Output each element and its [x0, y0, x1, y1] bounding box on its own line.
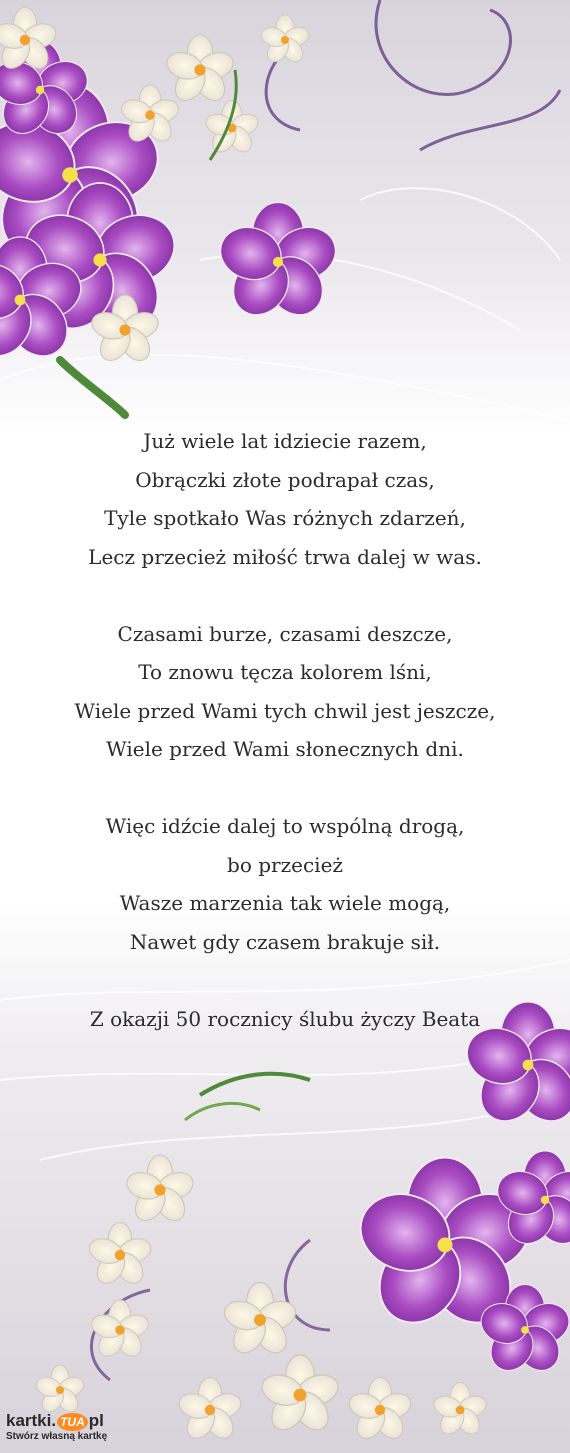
stanza-1: [0, 422, 570, 576]
poem-line: Obrączki złote podrapał czas,: [135, 467, 435, 492]
poem-line: Wasze marzenia tak wiele mogą,: [119, 891, 451, 915]
poem-line: To znowu tęcza kolorem lśni,: [138, 660, 432, 684]
poem-line: bo przecież: [227, 852, 343, 877]
poem-line: Nawet gdy czasem brakuje sił.: [129, 929, 441, 954]
logo-name: kartki.: [6, 1411, 57, 1430]
stanza-3: [0, 807, 570, 961]
signature-stanza: [0, 1000, 570, 1039]
poem-line: Więc idźcie dalej to wspólną drogą,: [105, 814, 465, 838]
poem-line: Już wiele lat idziecie razem,: [143, 429, 427, 453]
poem-line: Lecz przecież miłość trwa dalej w was.: [88, 544, 482, 569]
poem-line: Tyle spotkało Was różnych zdarzeń,: [104, 506, 466, 530]
poem-line: Wiele przed Wami tych chwil jest jeszcze,: [74, 698, 496, 723]
logo-tld: pl: [88, 1411, 104, 1430]
site-logo[interactable]: [6, 1411, 114, 1449]
logo-text: [6, 1411, 114, 1431]
logo-tagline: Stwórz własną kartkę: [6, 1431, 108, 1442]
poem-line: Czasami burze, czasami deszcze,: [117, 621, 453, 646]
poem: [0, 422, 570, 1038]
signature-line: Z okazji 50 rocznicy ślubu życzy Beata: [89, 1006, 481, 1031]
poem-line: Wiele przed Wami słonecznych dni.: [106, 737, 464, 761]
stanza-2: [0, 615, 570, 769]
logo-badge: TUA: [57, 1413, 88, 1431]
